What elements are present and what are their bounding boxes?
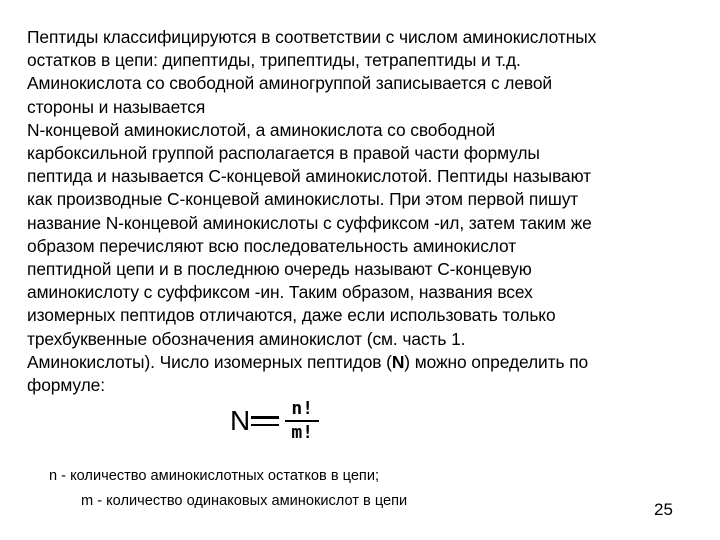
m-definition: m - количество одинаковых аминокислот в цепи <box>81 493 408 509</box>
paragraph-line: пептидной цепи и в последнюю очередь называют С-концевую <box>27 259 532 280</box>
equals-sign <box>251 416 279 426</box>
paragraph-line: пептида и называется С-концевой аминокислотой. Пептиды называют <box>27 166 592 187</box>
main-paragraph <box>27 26 697 397</box>
paragraph-line: стороны и называется <box>27 96 206 117</box>
paragraph-line: Пептиды классифицируются в соответствии с числом аминокислотных <box>27 27 597 47</box>
paragraph-line: Аминокислота со свободной аминогруппой записывается с левой <box>27 73 553 94</box>
formula-fraction <box>285 399 319 443</box>
n-definition: n - количество аминокислотных остатков в цепи; <box>49 468 380 484</box>
formula-numerator: n! <box>291 398 314 419</box>
paragraph-line: формуле: <box>27 375 105 396</box>
permutation-formula <box>230 398 319 444</box>
paragraph-line: N-концевой аминокислотой, а аминокислота со свободной <box>27 119 496 140</box>
paragraph-line: название N-концевой аминокислоты с суффиксом -ил, затем таким же <box>27 212 592 233</box>
paragraph-line: остатков в цепи: дипептиды, трипептиды, тетрапептиды и т.д. <box>27 50 521 71</box>
paragraph-line: аминокислоту с суффиксом -ин. Таким образом, названия всех <box>27 282 533 303</box>
paragraph-line: изомерных пептидов отличаются, даже если использовать только <box>27 305 556 326</box>
bold-variable-n: N <box>391 351 405 372</box>
paragraph-line: трехбуквенные обозначения аминокислот (см. часть 1. <box>27 328 466 349</box>
paragraph-line <box>27 351 697 374</box>
paragraph-line: карбоксильной группой располагается в правой части формулы <box>27 143 540 164</box>
line-text: ) можно определить по <box>404 351 589 372</box>
line-text: Аминокислоты). Число изомерных пептидов ( <box>27 351 392 372</box>
page-number: 25 <box>654 500 673 519</box>
variable-definitions <box>49 464 407 514</box>
formula-lhs: N <box>230 405 251 436</box>
paragraph-line: образом перечисляют всю последовательность аминокислот <box>27 235 517 256</box>
formula-denominator: m! <box>291 422 314 443</box>
paragraph-line: как производные С-концевой аминокислоты. При этом первой пишут <box>27 189 579 210</box>
